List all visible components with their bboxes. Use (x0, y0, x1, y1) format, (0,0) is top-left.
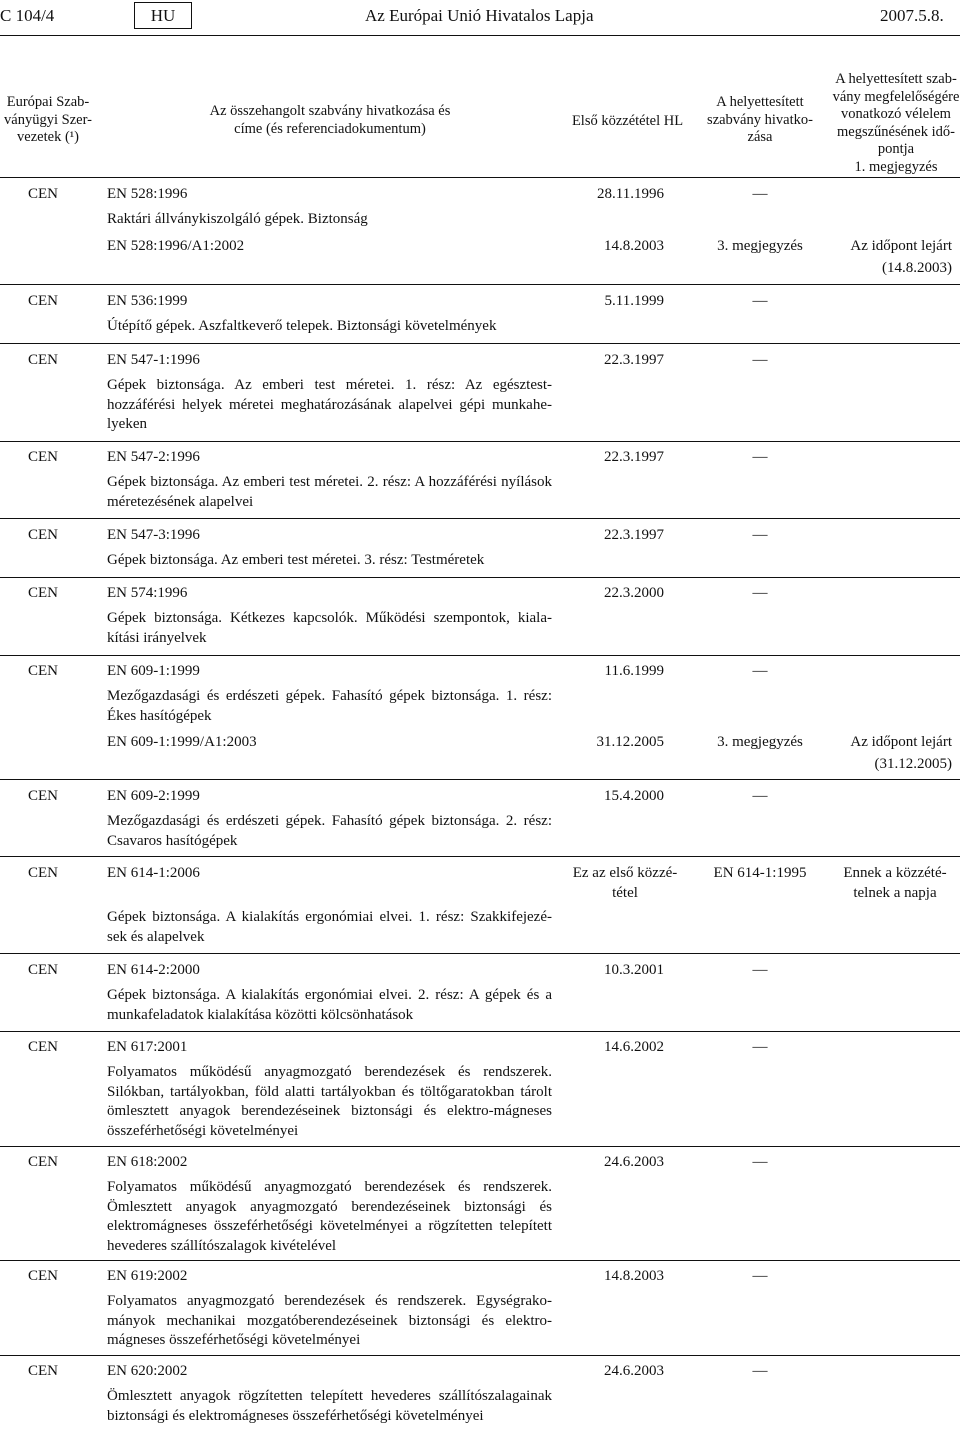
row-title: Folyamatos anyagmozgató berendezések és rendszerek. Egységrako-mányok mechanikai mozgatóberendezéseinek biztonsági és elektro-mágneses összeférhetőségi követelményei (107, 1293, 552, 1349)
row-replaced: — (752, 1039, 768, 1055)
header-rule (0, 35, 960, 36)
table-header (0, 66, 960, 178)
row-org: CEN (28, 527, 58, 543)
row-divider (0, 518, 960, 519)
row-org: CEN (28, 1039, 58, 1055)
col-cessation-note: 1. megjegyzés (854, 158, 938, 175)
row-date: 22.3.1997 (604, 527, 664, 543)
row-replaced: — (752, 293, 768, 309)
row-replaced: — (752, 352, 768, 368)
row-amend-date: 14.8.2003 (604, 238, 664, 254)
row-title: Mezőgazdasági és erdészeti gépek. Fahasító gépek biztonsága. 1. rész: Ékes hasítógépek (107, 688, 552, 724)
row-code: EN 609-1:1999 (107, 663, 200, 679)
row-amend-cessation: Az időpont lejárt (850, 734, 952, 750)
row-title: Gépek biztonsága. A kialakítás ergonómiai elvei. 2. rész: A gépek és a munkafeladatok kialakítása közötti kölcsönhatások (107, 987, 552, 1023)
row-date: 15.4.2000 (604, 788, 664, 804)
row-divider (0, 953, 960, 954)
row-divider (0, 779, 960, 780)
row-replaced: — (752, 449, 768, 465)
row-code: EN 609-2:1999 (107, 788, 200, 804)
row-title: Gépek biztonsága. A kialakítás ergonómiai elvei. 1. rész: Szakkifejezé-sek és alapelvek (107, 909, 552, 945)
row-org: CEN (28, 186, 58, 202)
row-title: Mezőgazdasági és erdészeti gépek. Fahasító gépek biztonsága. 2. rész: Csavaros hasítógépek (107, 813, 552, 849)
row-replaced: — (752, 788, 768, 804)
row-code: EN 547-2:1996 (107, 449, 200, 465)
row-date: 5.11.1999 (604, 293, 664, 309)
row-date: 14.8.2003 (604, 1268, 664, 1284)
row-amend-date: 31.12.2005 (596, 734, 664, 750)
page-header (0, 0, 960, 30)
row-title: Gépek biztonsága. Az emberi test méretei. 2. rész: A hozzáférési nyílások méretezésének alapelvei (107, 474, 552, 510)
row-code: EN 614-1:2006 (107, 865, 200, 881)
row-replaced: — (752, 585, 768, 601)
col-cessation-header (832, 71, 960, 176)
row-divider (0, 284, 960, 285)
row-org: CEN (28, 1154, 58, 1170)
row-code: EN 619:2002 (107, 1268, 188, 1284)
row-replaced: — (752, 1154, 768, 1170)
col-org-header: Európai Szab-ványügyi Szer-vezetek (¹) (4, 94, 92, 145)
col-first-pub-header: Első közzététel HL (571, 113, 684, 129)
row-date: 22.3.1997 (604, 449, 664, 465)
row-code: EN 574:1996 (107, 585, 188, 601)
row-amend-cessation-date: (31.12.2005) (874, 756, 952, 772)
row-code: EN 620:2002 (107, 1363, 188, 1379)
row-amend-code: EN 609-1:1999/A1:2003 (107, 734, 257, 750)
row-replaced: — (752, 186, 768, 202)
row-divider (0, 441, 960, 442)
row-replaced: — (752, 962, 768, 978)
row-amend-code: EN 528:1996/A1:2002 (107, 238, 245, 254)
row-amend-cessation-date: (14.8.2003) (882, 260, 952, 276)
row-divider (0, 1146, 960, 1147)
row-date-continued: tétel (612, 885, 638, 901)
row-title: Gépek biztonsága. Az emberi test méretei. 3. rész: Testméretek (107, 552, 485, 568)
row-date: 22.3.1997 (604, 352, 664, 368)
row-org: CEN (28, 1363, 58, 1379)
row-code: EN 547-1:1996 (107, 352, 200, 368)
row-code: EN 614-2:2000 (107, 962, 200, 978)
publication-date: 2007.5.8. (880, 6, 944, 25)
row-replaced: — (752, 527, 768, 543)
row-divider (0, 655, 960, 656)
row-org: CEN (28, 352, 58, 368)
row-date: Ez az első közzé- (572, 865, 678, 881)
row-org: CEN (28, 585, 58, 601)
row-title: Raktári állványkiszolgáló gépek. Biztonság (107, 211, 368, 227)
row-title: Folyamatos működésű anyagmozgató berendezések és rendszerek. Silókban, tartályokban, föld alatti tartályokban és töltőgaratokban tárolt ömlesztett anyagok berendezéseinek biztonsági és elektro-mágneses összeférhetőségi követelményei (107, 1064, 552, 1139)
page-reference: C 104/4 (0, 6, 55, 25)
row-amend-note: 3. megjegyzés (717, 734, 803, 750)
row-org: CEN (28, 663, 58, 679)
row-title: Folyamatos működésű anyagmozgató berendezések és rendszerek. Ömlesztett anyagok anyagmozgató berendezéseinek biztonsági és elektromágneses összeférhetőségi követelményei a rögzítetten telepített hevederes szállítószalagok kivételével (107, 1179, 552, 1254)
row-date: 14.6.2002 (604, 1039, 664, 1055)
row-date: 28.11.1996 (597, 186, 664, 202)
row-org: CEN (28, 449, 58, 465)
row-org: CEN (28, 865, 58, 881)
row-code: EN 528:1996 (107, 186, 188, 202)
row-cessation: Ennek a közzété- (843, 865, 947, 881)
row-title: Gépek biztonsága. Az emberi test méretei. 1. rész: Az egésztest-hozzáférési helyek méretei meghatározásának alapelvei gépi munkahe-lyeken (107, 377, 552, 433)
row-date: 10.3.2001 (604, 962, 664, 978)
row-amend-cessation: Az időpont lejárt (850, 238, 952, 254)
row-replaced: — (752, 663, 768, 679)
row-divider (0, 577, 960, 578)
row-org: CEN (28, 293, 58, 309)
row-cessation-continued: telnek a napja (853, 885, 937, 901)
row-replaced: — (752, 1363, 768, 1379)
row-amend-note: 3. megjegyzés (717, 238, 803, 254)
row-divider (0, 1355, 960, 1356)
row-date: 22.3.2000 (604, 585, 664, 601)
row-code: EN 547-3:1996 (107, 527, 200, 543)
row-divider (0, 1260, 960, 1261)
col-cessation-title: A helyettesített szab-vány megfelelőségére vonatkozó vélelem megszűnésének idő-pontja (832, 71, 960, 157)
row-code: EN 536:1999 (107, 293, 188, 309)
row-title: Útépítő gépek. Aszfaltkeverő telepek. Biztonsági követelmények (107, 318, 497, 334)
header-bottom-rule (0, 177, 960, 178)
row-org: CEN (28, 962, 58, 978)
col-replaced-header: A helyettesített szabvány hivatko-zása (707, 94, 813, 145)
row-title: Ömlesztett anyagok rögzítetten telepített hevederes szállítószalagainak biztonsági és elektromágneses összeférhetőségi követelményei (107, 1388, 552, 1424)
language-badge: HU (134, 2, 192, 29)
row-divider (0, 1031, 960, 1032)
row-divider (0, 856, 960, 857)
col-ref-header: Az összehangolt szabvány hivatkozása és címe (és referenciadokumentum) (209, 103, 451, 137)
row-date: 24.6.2003 (604, 1363, 664, 1379)
row-org: CEN (28, 1268, 58, 1284)
row-code: EN 617:2001 (107, 1039, 188, 1055)
row-org: CEN (28, 788, 58, 804)
journal-title: Az Európai Unió Hivatalos Lapja (365, 6, 594, 25)
row-title: Gépek biztonsága. Kétkezes kapcsolók. Működési szempontok, kiala-kítási irányelvek (107, 610, 552, 646)
row-divider (0, 343, 960, 344)
row-date: 24.6.2003 (604, 1154, 664, 1170)
row-code: EN 618:2002 (107, 1154, 188, 1170)
row-replaced: EN 614-1:1995 (713, 865, 807, 881)
row-date: 11.6.1999 (604, 663, 664, 679)
row-replaced: — (752, 1268, 768, 1284)
